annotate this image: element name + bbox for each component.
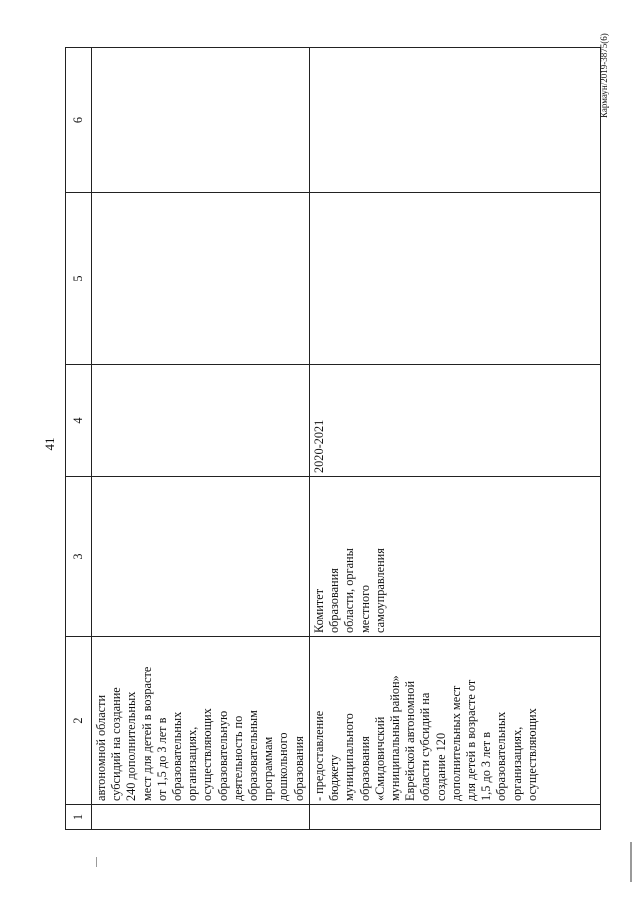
document-stamp: Кармаун/2019-3875(6) — [599, 33, 609, 118]
header-col-2: 2 — [66, 637, 92, 805]
table-row — [92, 48, 310, 830]
row2-period: 2020-2021 — [310, 365, 601, 477]
row2-col6 — [310, 48, 601, 193]
row2-executor: Комитет образования области, органы местного самоуправления — [310, 477, 601, 637]
header-col-5: 5 — [66, 193, 92, 365]
row1-col3 — [92, 477, 310, 637]
row1-col4 — [92, 365, 310, 477]
row1-col1 — [92, 805, 310, 830]
scan-artifact-mark — [630, 842, 632, 882]
header-col-6: 6 — [66, 48, 92, 193]
row2-measure: - предоставление бюджету муниципального образования «Смидовичский муниципальный район» Еврейской автономной области субсидий на создание 120 дополнительных мест для детей в возрасте от 1,5 до 3 лет в образовательных организациях, осуществляющих — [310, 637, 601, 805]
table-row — [310, 48, 601, 830]
header-col-4: 4 — [66, 365, 92, 477]
header-row — [66, 48, 92, 830]
page-number: 41 — [42, 437, 57, 451]
row2-col5 — [310, 193, 601, 365]
row1-measure: автономной области субсидий на создание 240 дополнительных мест для детей в возрасте от 1,5 до 3 лет в образовательных организациях, осуществляющих образовательную деятельность по образовательным программам дошкольного образования — [92, 637, 310, 805]
programme-table — [65, 47, 601, 830]
header-col-1: 1 — [66, 805, 92, 830]
header-col-3: 3 — [66, 477, 92, 637]
row1-col5 — [92, 193, 310, 365]
rotated-table-container — [65, 48, 601, 830]
scan-artifact-mark — [96, 857, 97, 867]
row2-col1 — [310, 805, 601, 830]
row1-col6 — [92, 48, 310, 193]
